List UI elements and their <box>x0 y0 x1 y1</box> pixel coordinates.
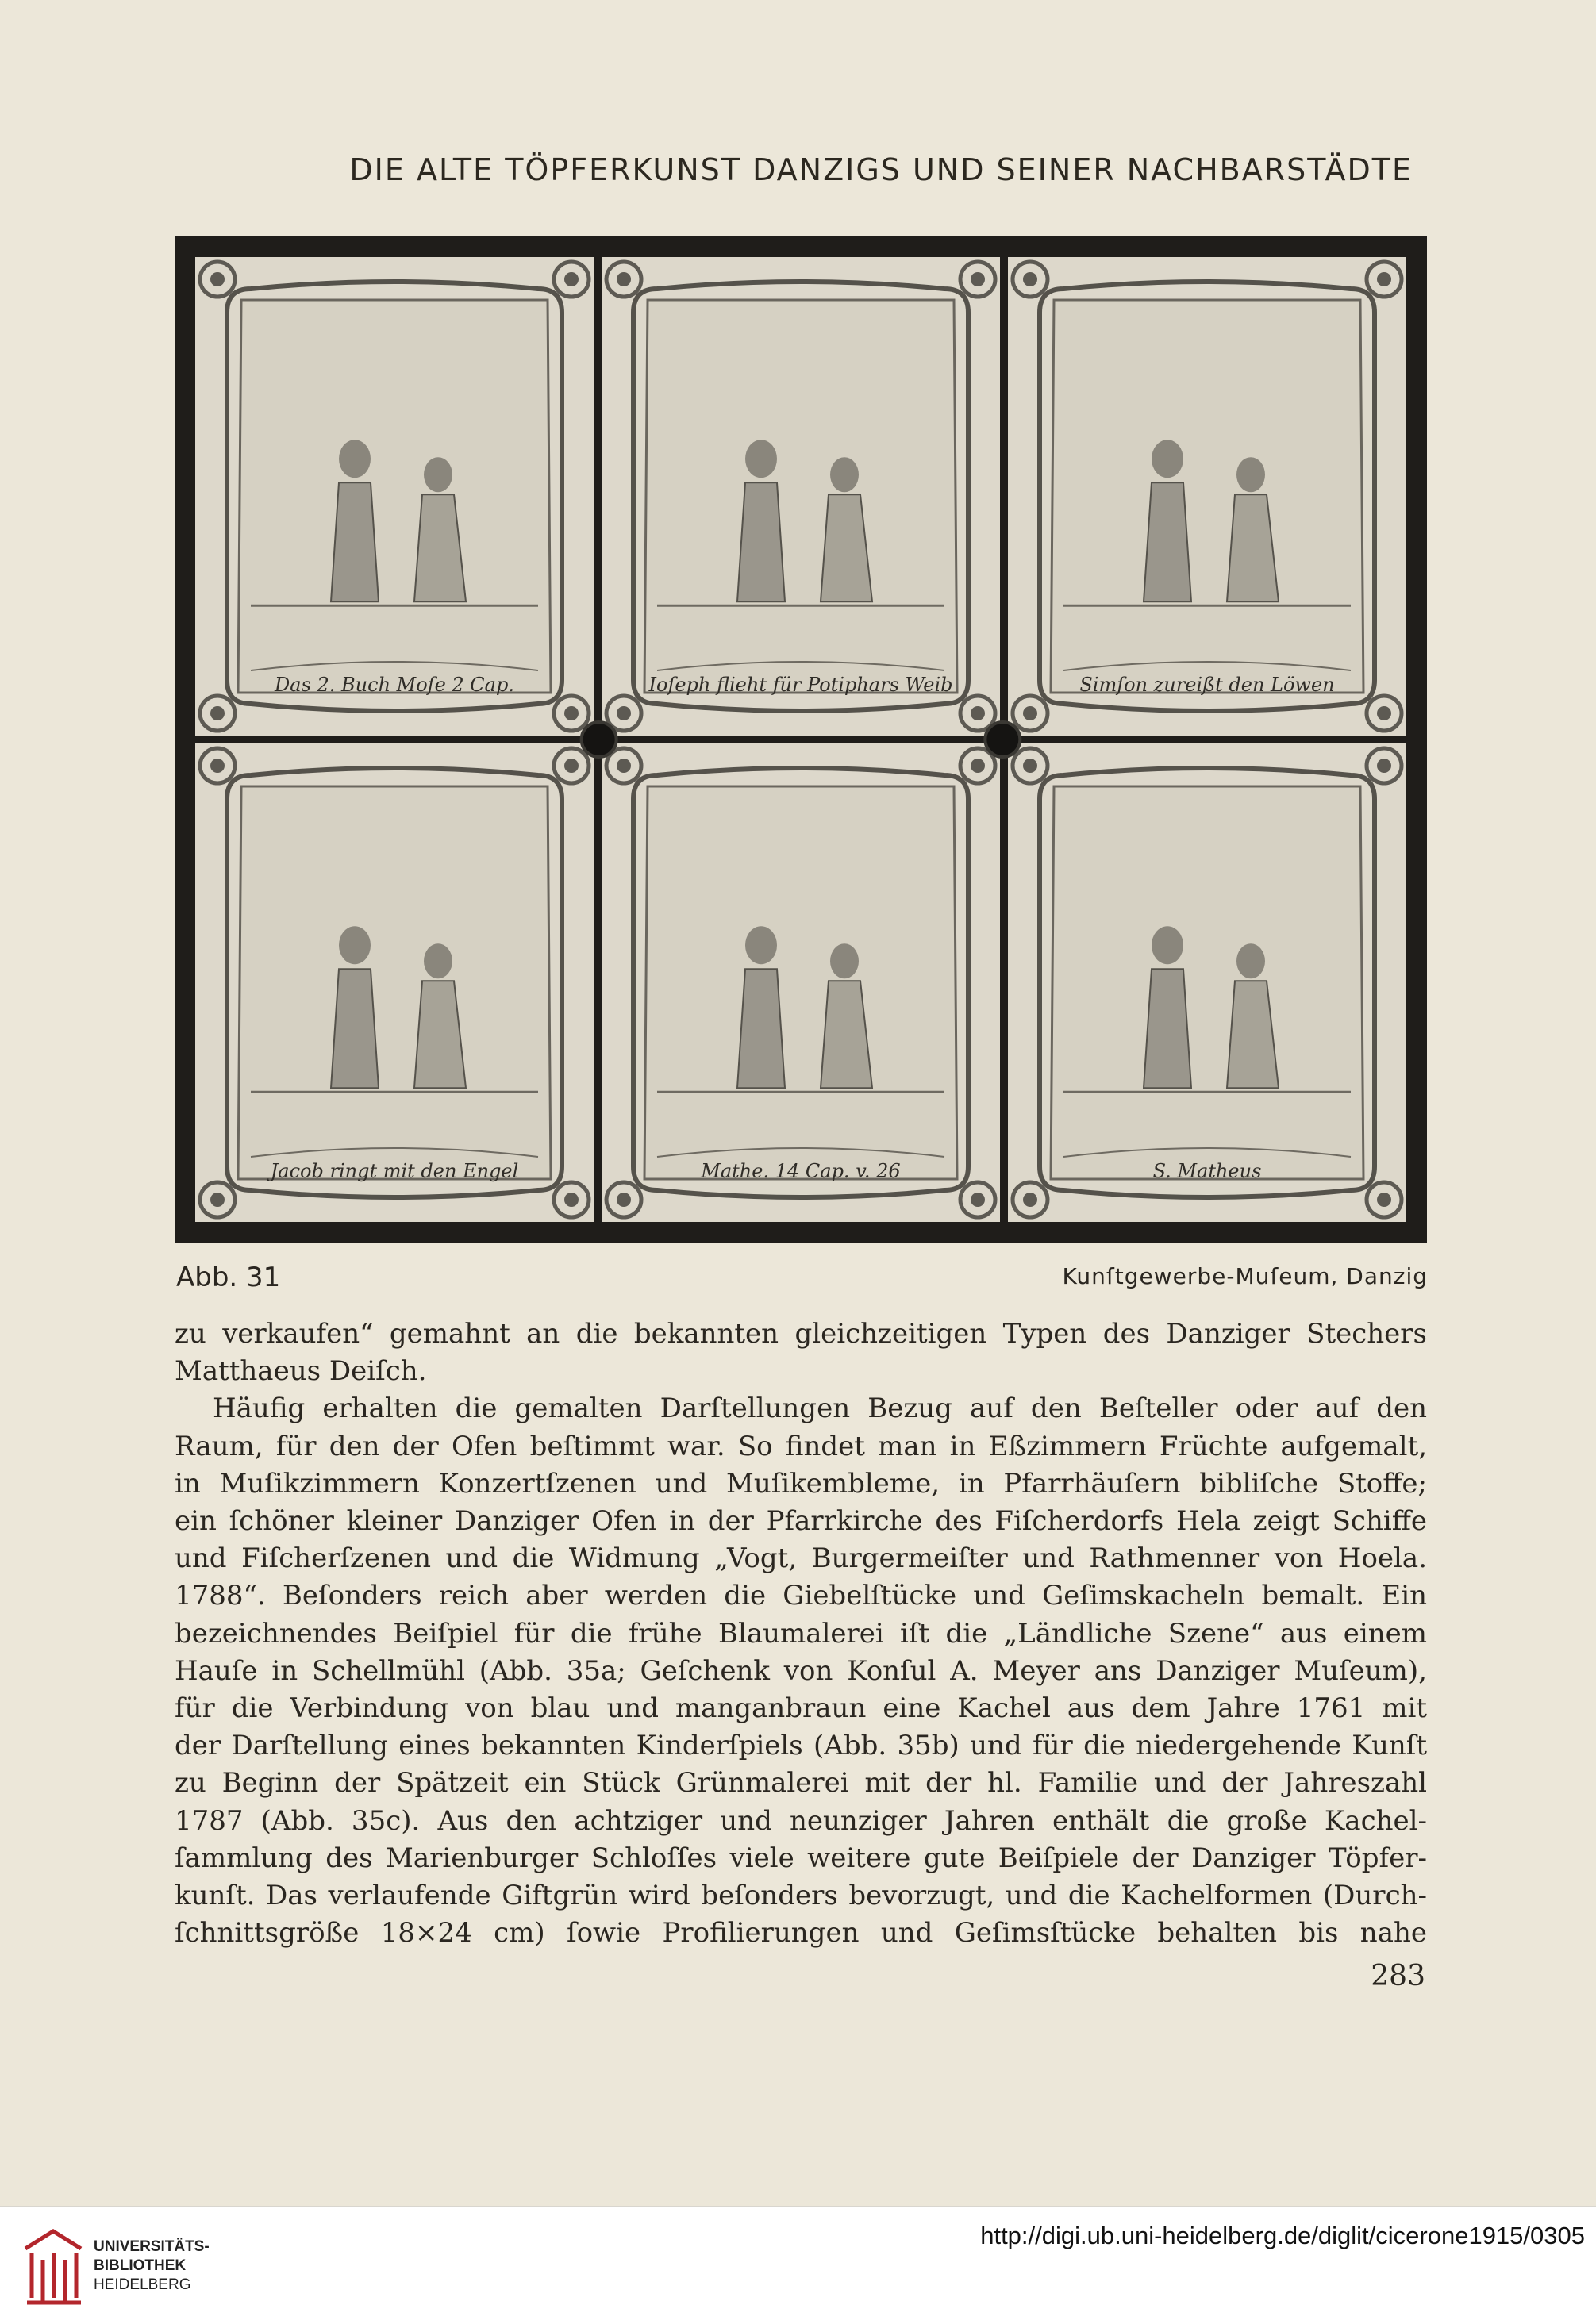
scroll-ornament <box>1377 706 1391 720</box>
glazed-tile <box>602 257 1000 736</box>
body-line: kunſt. Das verlaufende Giftgrün wird beſonders bevorzugt, und die Kachelformen (Durch- <box>175 1880 1427 1912</box>
scroll-ornament <box>1377 272 1391 286</box>
tile-scene-field <box>238 786 551 1179</box>
painted-figure <box>737 482 785 601</box>
running-head: DIE ALTE TÖPFERKUNST DANZIGS UND SEINER NACHBARSTÄDTE <box>349 152 1413 187</box>
painted-figure <box>1144 482 1191 601</box>
painted-figure <box>1152 440 1183 478</box>
painted-figure <box>424 457 452 492</box>
body-line: und Fiſcherſzenen und die Widmung „Vogt, Burgermeiſter und Rathmenner von Hoela. <box>175 1542 1427 1575</box>
scroll-ornament <box>564 1193 579 1207</box>
scroll-ornament <box>617 1193 631 1207</box>
tile-scene-field <box>644 300 957 693</box>
viewer-footer <box>0 2206 1596 2324</box>
library-line: HEIDELBERG <box>94 2276 191 2293</box>
library-logo-icon <box>17 2225 89 2307</box>
painted-figure <box>745 926 777 964</box>
body-line: Raum, für den der Ofen beſtimmt war. So findet man in Eßzimmern Früchte aufgemalt, <box>175 1430 1427 1462</box>
scroll-ornament <box>564 272 579 286</box>
scroll-ornament <box>210 272 225 286</box>
tile-scene-field <box>1051 786 1363 1179</box>
painted-figure <box>339 926 371 964</box>
tile-scene-field <box>644 786 957 1179</box>
body-line: Häufig erhalten die gemalten Darſtellungen Bezug auf den Beſteller oder auf den <box>213 1392 1427 1425</box>
tile-inscription: Das 2. Buch Moſe 2 Cap. <box>275 674 514 696</box>
body-text <box>175 1316 1427 1952</box>
scroll-ornament <box>210 1193 225 1207</box>
body-line: 1787 (Abb. 35c). Aus den achtziger und neunziger Jahren enthält die große Kachel- <box>175 1804 1427 1837</box>
library-line: UNIVERSITÄTS- <box>94 2238 210 2255</box>
body-line: zu Beginn der Spätzeit ein Stück Grünmalerei mit der hl. Familie und der Jahreszahl <box>175 1767 1427 1800</box>
painted-figure <box>830 943 859 978</box>
body-line: Hauſe in Schellmühl (Abb. 35a; Geſchenk von Konſul A. Meyer ans Danziger Muſeum), <box>175 1654 1427 1687</box>
figure-credit: Kunſtgewerbe-Muſeum, Danzig <box>1062 1263 1428 1289</box>
painted-figure <box>331 969 379 1088</box>
tile-inscription: Mathe. 14 Cap. v. 26 <box>701 1160 901 1182</box>
scroll-ornament <box>617 706 631 720</box>
painted-figure <box>830 457 859 492</box>
tile-inscription: S. Matheus <box>1152 1160 1262 1182</box>
mounting-pin <box>985 722 1020 757</box>
scroll-ornament <box>1377 1193 1391 1207</box>
figure-label: Abb. 31 <box>176 1262 281 1293</box>
scroll-ornament <box>971 272 985 286</box>
painted-figure <box>424 943 452 978</box>
tile-inscription: Ioſeph flieht für Potiphars Weib <box>648 674 953 696</box>
body-line: zu verkaufen“ gemahnt an die bekannten gleichzeitigen Typen des Danziger Stechers <box>175 1318 1427 1350</box>
scroll-ornament <box>617 759 631 773</box>
scroll-ornament <box>210 759 225 773</box>
painted-figure <box>737 969 785 1088</box>
painted-figure <box>1152 926 1183 964</box>
tile-scene-field <box>238 300 551 693</box>
painted-figure <box>1236 457 1265 492</box>
painted-figure <box>331 482 379 601</box>
library-name <box>94 2238 210 2295</box>
body-line: ein ſchöner kleiner Danziger Ofen in der Pfarrkirche des Fiſcherdorfs Hela zeigt Schiffe <box>175 1505 1427 1538</box>
scroll-ornament <box>971 706 985 720</box>
body-line: ſammlung des Marienburger Schloſſes viele weitere gute Beiſpiele der Danziger Töpfer- <box>175 1842 1427 1874</box>
scroll-ornament <box>1023 1193 1037 1207</box>
scroll-ornament <box>1023 272 1037 286</box>
source-url-link[interactable]: http://digi.ub.uni-heidelberg.de/diglit/cicerone1915/0305 <box>980 2222 1585 2249</box>
scroll-ornament <box>617 272 631 286</box>
scroll-ornament <box>971 759 985 773</box>
body-line: in Muſikzimmern Konzertſzenen und Muſikembleme, in Pfarrhäuſern bibliſche Stoffe; <box>175 1467 1427 1500</box>
body-line: bezeichnendes Beiſpiel für die frühe Blaumalerei iſt die „Ländliche Szene“ aus einem <box>175 1617 1427 1650</box>
glazed-tile <box>1008 257 1406 736</box>
scroll-ornament <box>971 1193 985 1207</box>
painted-figure <box>339 440 371 478</box>
figure-plate <box>175 236 1427 1243</box>
scroll-ornament <box>210 706 225 720</box>
body-line: der Darſtellung eines bekannten Kinderſpiels (Abb. 35b) und für die niedergehende Kunſt <box>175 1730 1427 1762</box>
body-line: Matthaeus Deiſch. <box>175 1355 427 1388</box>
scroll-ornament <box>1023 706 1037 720</box>
tile-inscription: Simſon zureißt den Löwen <box>1079 674 1335 696</box>
painted-figure <box>745 440 777 478</box>
scroll-ornament <box>1023 759 1037 773</box>
body-line: für die Verbindung von blau und manganbraun eine Kachel aus dem Jahre 1761 mit <box>175 1692 1427 1725</box>
tile-scene-field <box>1051 300 1363 693</box>
tile-inscription: Jacob ringt mit den Engel <box>270 1160 519 1182</box>
scroll-ornament <box>564 759 579 773</box>
scroll-ornament <box>564 706 579 720</box>
body-line: ſchnittsgröße 18×24 cm) ſowie Profilierungen und Geſimsſtücke behalten bis nahe <box>175 1917 1427 1949</box>
scroll-ornament <box>1377 759 1391 773</box>
body-line: 1788“. Beſonders reich aber werden die Giebelſtücke und Geſimskacheln bemalt. Ein <box>175 1580 1427 1612</box>
page-number: 283 <box>1371 1960 1425 1992</box>
tile-panel-illustration <box>195 257 1406 1222</box>
painted-figure <box>1144 969 1191 1088</box>
glazed-tile <box>195 257 594 736</box>
mounting-pin <box>582 722 617 757</box>
glazed-tile <box>602 743 1000 1222</box>
glazed-tile <box>1008 743 1406 1222</box>
glazed-tile <box>195 743 594 1222</box>
library-line: BIBLIOTHEK <box>94 2257 187 2274</box>
painted-figure <box>1236 943 1265 978</box>
